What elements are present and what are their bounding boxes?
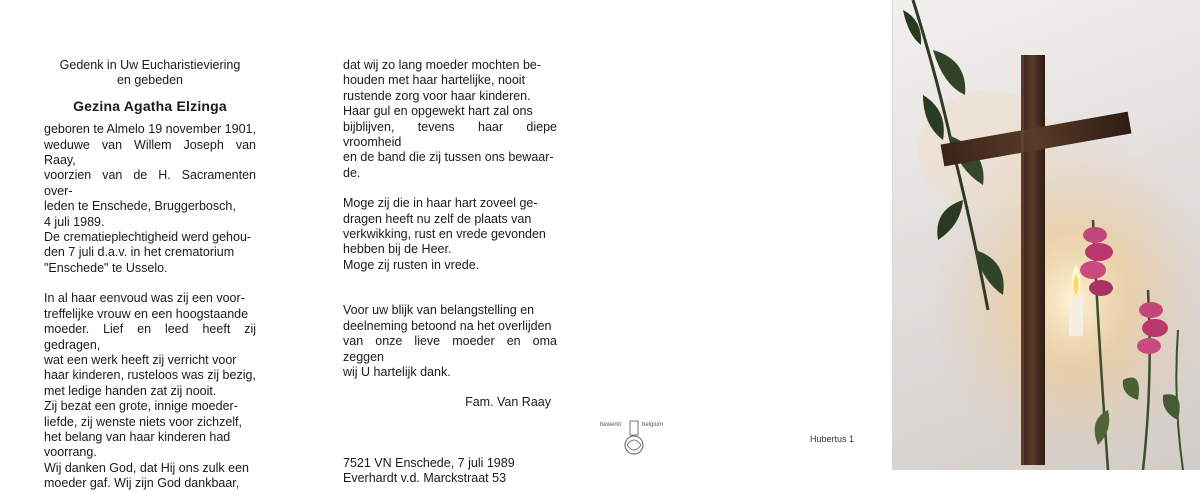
printer-logo [600,420,668,460]
text-line: en de band die zij tussen ons bewaar- [343,150,554,165]
text-line: dat wij zo lang moeder mochten be- [343,58,542,72]
left-column [44,58,256,492]
address-line-2: Everhardt v.d. Marckstraat 53 [343,471,507,486]
thanks-paragraph [343,303,557,380]
text-line: voorrang. [44,445,97,460]
family-signature: Fam. Van Raay [465,395,551,410]
text-line: rustende zorg voor haar kinderen. [343,88,531,103]
text-line: hebben bij de Heer. [343,242,452,257]
text-line: Wij danken God, dat Hij ons zulk een [44,460,249,475]
text-line: Moge zij rusten in vrede. [343,257,480,272]
text-line: geboren te Almelo 19 november 1901, [44,122,256,137]
text-line: het belang van haar kinderen had [44,429,231,444]
address-line-1: 7521 VN Enschede, 7 juli 1989 [343,455,515,470]
text-line: bijblijven, tevens haar diepe vroomheid [343,119,557,150]
text-line: voorzien van de H. Sacramenten over- [44,168,256,198]
text-line: 4 juli 1989. [44,214,105,229]
text-line: houden met haar hartelijke, nooit [343,73,526,88]
text-line: van onze lieve moeder en oma zeggen [343,334,557,364]
prayer-paragraph [343,196,557,273]
print-code: Hubertus 1 [810,434,855,444]
text-line: deelneming betoond na het overlijden [343,318,552,333]
tribute-paragraph [44,291,256,491]
text-line: dragen heeft nu zelf de plaats van [343,211,532,226]
text-line: Haar gul en opgewekt hart zal ons [343,104,533,119]
cremation-paragraph [44,230,256,276]
deceased-name: Gezina Agatha Elzinga [73,97,227,114]
logo-text-left: bewerkt [600,422,622,428]
intro-line-2: en gebeden [116,73,184,88]
logo-text-right: belgium [642,422,664,428]
text-line: verkwikking, rust en vrede gevonden [343,227,546,242]
text-line: den 7 juli d.a.v. in het crematorium [44,245,235,260]
text-line: liefde, zij wenste niets voor zichzelf, [44,414,243,429]
text-line: "Enschede" te Usselo. [44,260,168,275]
text-line: Moge zij die in haar hart zoveel ge- [343,196,538,211]
text-line: moeder gaf. Wij zijn God dankbaar, [44,476,240,491]
birth-death-paragraph [44,122,256,230]
middle-column [343,58,557,487]
memorial-photo [893,0,1200,470]
text-line: Voor uw blijk van belangstelling en [343,303,535,318]
logo-emblem-icon [600,420,668,460]
text-line: Zij bezat een grote, innige moeder- [44,399,238,414]
text-line: de. [343,165,361,180]
text-line: met ledige handen zat zij nooit. [44,383,217,398]
text-line: moeder. Lief en leed heeft zij gedragen, [44,322,256,352]
text-line: In al haar eenvoud was zij een voor- [44,291,245,306]
intro-line-1: Gedenk in Uw Eucharistieviering [59,58,241,72]
text-line: De crematieplechtigheid werd gehou- [44,230,252,245]
text-line: wat een werk heeft zij verricht voor [44,352,237,367]
text-line: weduwe van Willem Joseph van Raay, [44,137,256,168]
text-line: haar kinderen, rusteloos was zij bezig, [44,368,256,383]
text-line: treffelijke vrouw en een hoogstaande [44,306,249,321]
text-line: leden te Enschede, Bruggerbosch, [44,199,236,214]
text-line: wij U hartelijk dank. [343,364,451,379]
remembrance-paragraph [343,58,557,181]
